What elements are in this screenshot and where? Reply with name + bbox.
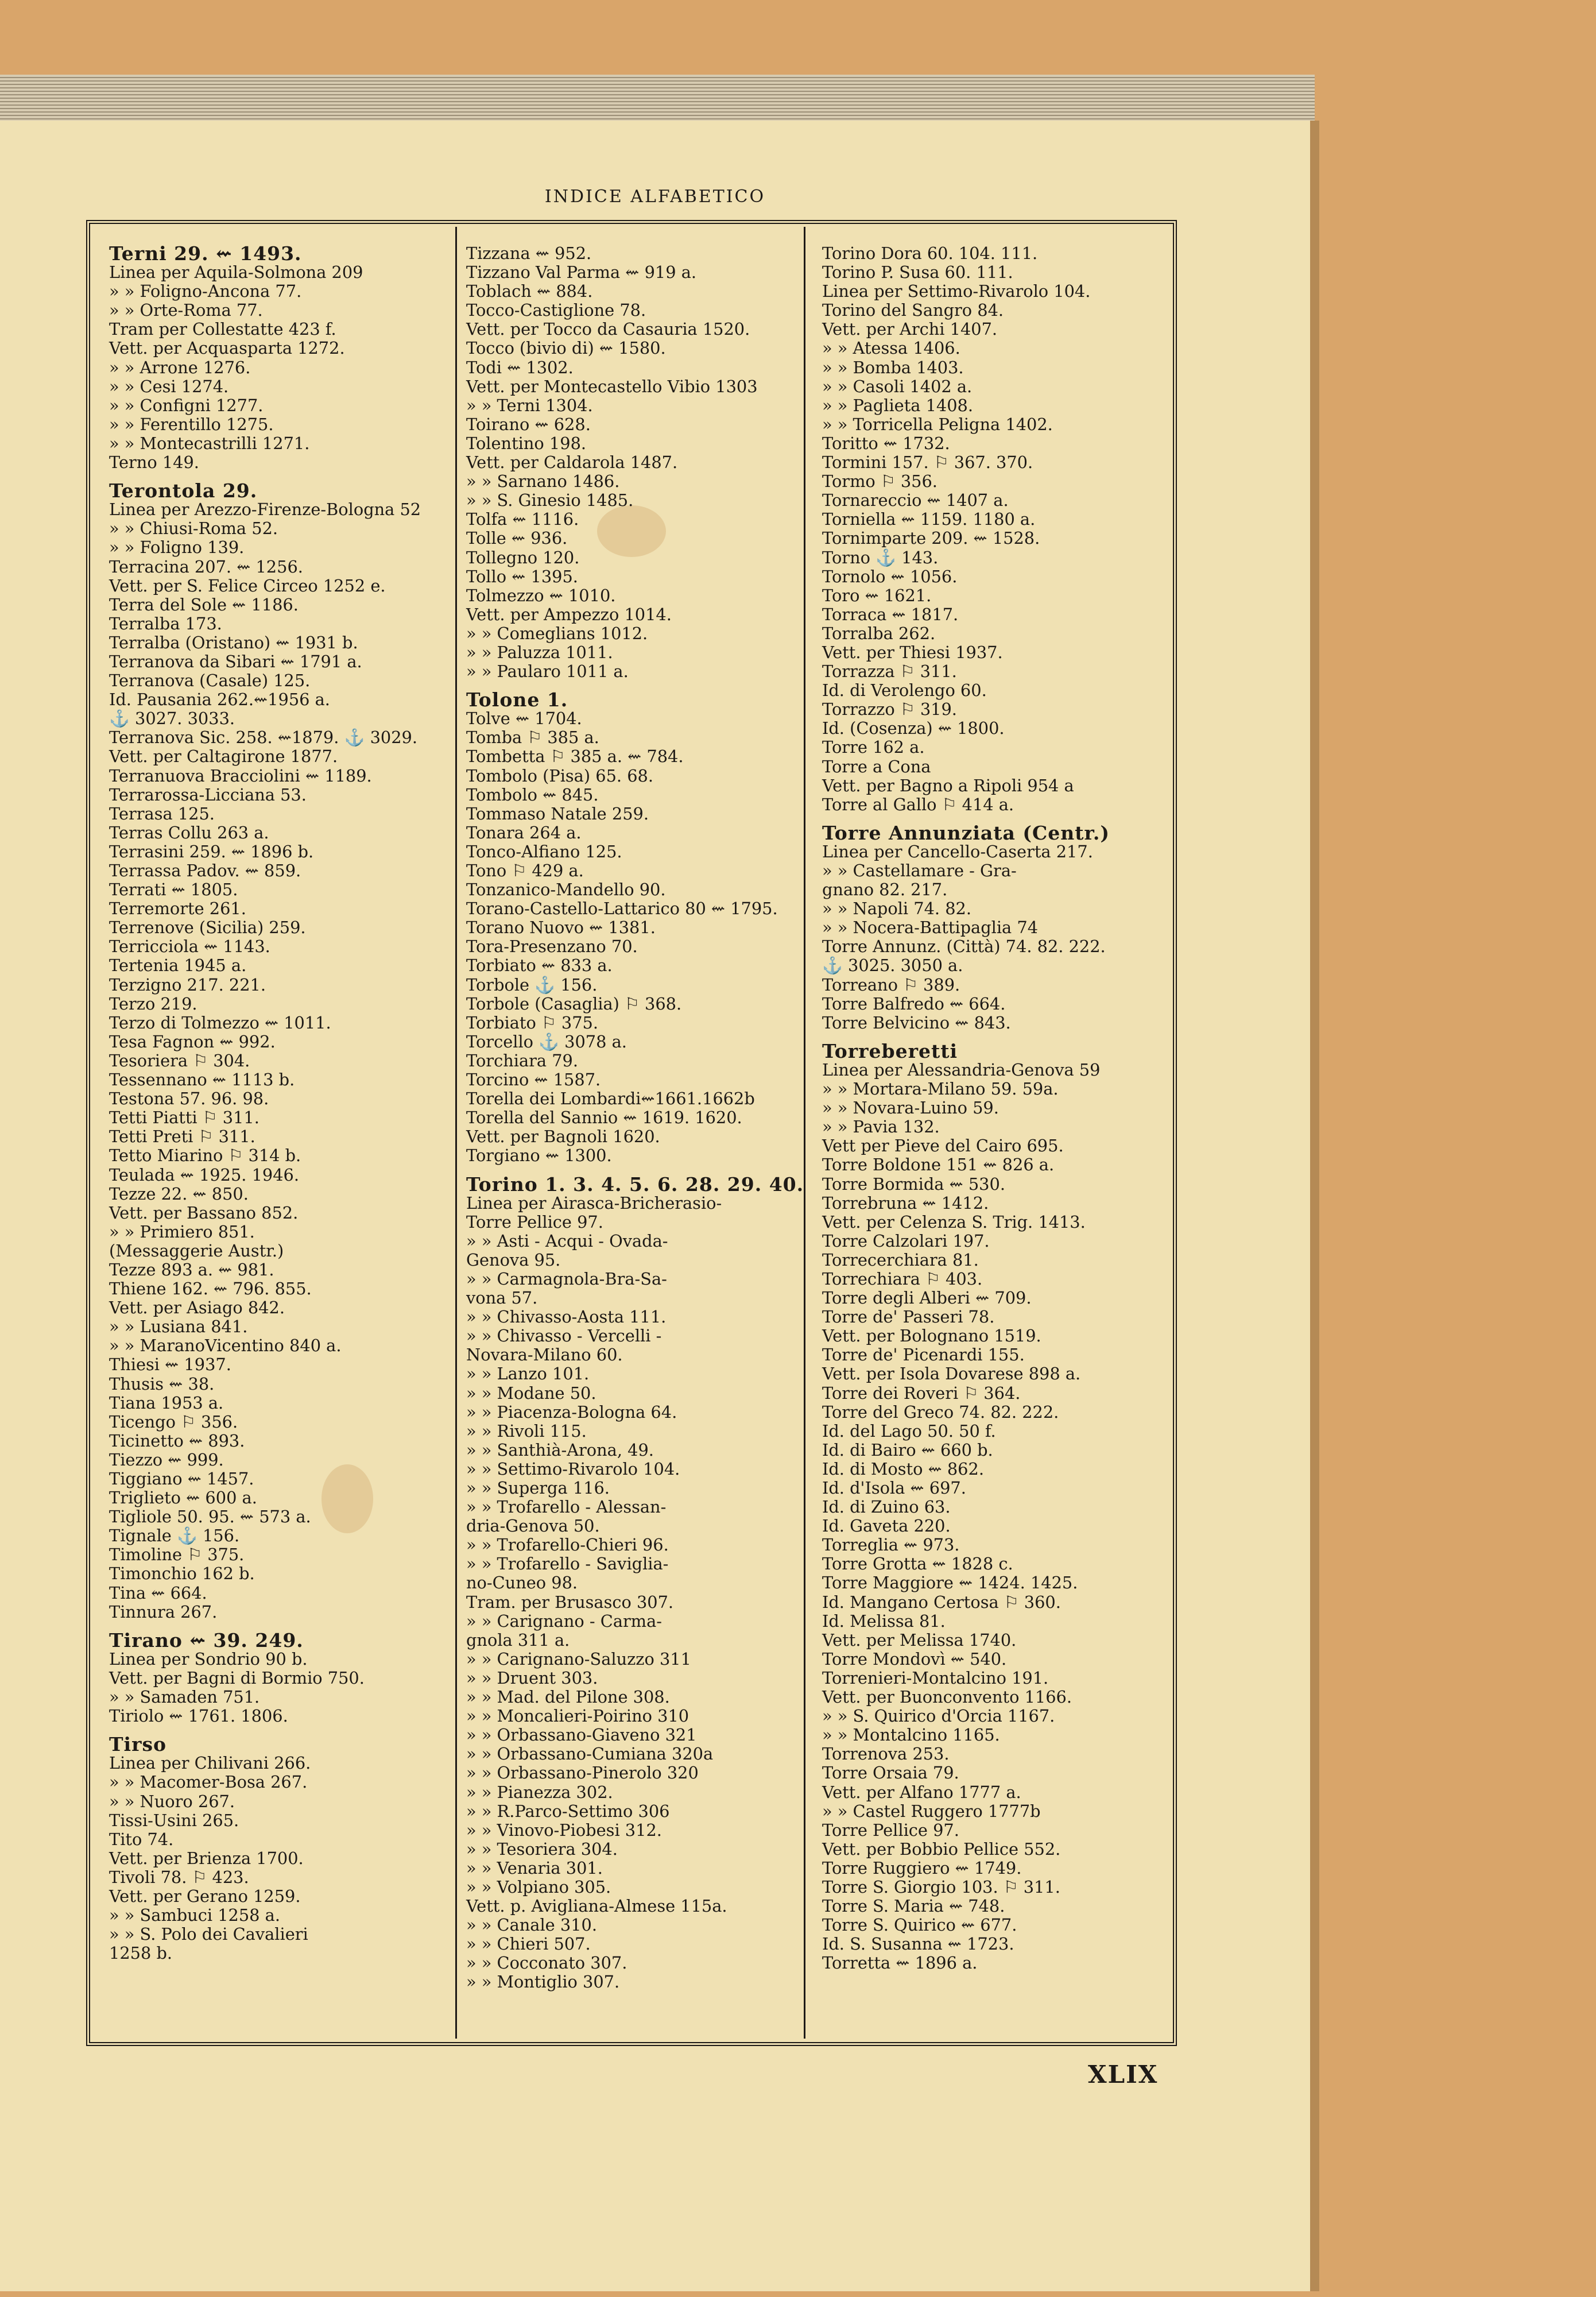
index-entry: » » Napoli 74. 82.	[822, 899, 972, 919]
index-entry: Tito 74.	[109, 1829, 174, 1849]
index-entry: Tizzano Val Parma ⇜ 919 a.	[466, 262, 697, 283]
index-entry: Timonchio 162 b.	[109, 1564, 255, 1584]
index-entry: » » Paluzza 1011.	[466, 642, 613, 662]
index-entry: Id. di Verolengo 60.	[822, 680, 987, 701]
index-entry: Torre Pellice 97.	[822, 1820, 959, 1840]
index-entry: Torre Ruggiero ⇜ 1749.	[822, 1858, 1022, 1878]
index-entry: Tiana 1953 a.	[109, 1393, 224, 1413]
index-entry: » » Samaden 751.	[109, 1687, 260, 1707]
index-heading: Tolone 1.	[466, 689, 568, 711]
index-entry: » » Tesoriera 304.	[466, 1839, 618, 1859]
index-entry: Torre 162 a.	[822, 737, 925, 757]
index-entry: ⚓ 3027. 3033.	[109, 709, 235, 729]
index-entry: » » Orbassano-Giaveno 321	[466, 1725, 697, 1745]
index-entry: no-Cuneo 98.	[466, 1573, 578, 1593]
index-entry: » » Castel Ruggero 1777b	[822, 1801, 1041, 1821]
index-entry: Torrenieri-Montalcino 191.	[822, 1668, 1049, 1688]
index-entry: » » Foligno 139.	[109, 537, 245, 558]
index-entry: Terranova Sic. 258. ⇜1879. ⚓ 3029.	[109, 728, 418, 748]
index-column-2	[466, 244, 804, 1992]
index-entry: Terracina 207. ⇜ 1256.	[109, 556, 303, 577]
index-entry: Tetti Preti ⚐ 311.	[109, 1127, 255, 1147]
index-heading: Terontola 29.	[109, 479, 258, 502]
index-entry: Torretta ⇜ 1896 a.	[822, 1953, 978, 1973]
index-entry: Thiene 162. ⇜ 796. 855.	[109, 1279, 312, 1299]
index-entry: Tornimparte 209. ⇜ 1528.	[822, 528, 1040, 548]
index-entry: » » Volpiano 305.	[466, 1877, 611, 1897]
index-entry: 1258 b.	[109, 1943, 173, 1963]
index-entry: » » Arrone 1276.	[109, 357, 251, 377]
index-entry: gnano 82. 217.	[822, 880, 948, 900]
index-entry: Tombolo ⇜ 845.	[466, 784, 599, 805]
index-entry: Linea per Alessandria-Genova 59	[822, 1059, 1101, 1080]
index-entry: » » Atessa 1406.	[822, 338, 960, 358]
index-entry: Terrati ⇜ 1805.	[109, 880, 238, 900]
index-entry: Torcino ⇜ 1587.	[466, 1070, 601, 1090]
index-entry: » » Moncalieri-Poirino 310	[466, 1706, 689, 1726]
index-entry: » » Montiglio 307.	[466, 1972, 620, 1992]
index-entry: Tivoli 78. ⚐ 423.	[109, 1867, 249, 1887]
index-entry: » » S. Polo dei Cavalieri	[109, 1924, 308, 1944]
index-entry: Id. d'Isola ⇜ 697.	[822, 1478, 966, 1498]
index-entry: » » Piacenza-Bologna 64.	[466, 1402, 677, 1422]
index-entry: Torre Grotta ⇜ 1828 c.	[822, 1554, 1013, 1574]
index-entry: Torre Pellice 97.	[466, 1212, 603, 1232]
index-entry: Torrenova 253.	[822, 1744, 950, 1764]
index-entry: » » Pianezza 302.	[466, 1782, 613, 1802]
index-entry: Torre dei Roveri ⚐ 364.	[822, 1383, 1021, 1403]
index-entry: Todi ⇜ 1302.	[466, 357, 574, 377]
index-entry: Vett. per Bobbio Pellice 552.	[822, 1839, 1061, 1859]
index-entry: Linea per Cancello-Caserta 217.	[822, 841, 1093, 861]
index-entry: Tertenia 1945 a.	[109, 956, 247, 976]
index-entry: » » Settimo-Rivarolo 104.	[466, 1459, 680, 1479]
index-entry: Vett. per Brienza 1700.	[109, 1848, 304, 1868]
index-entry: Terzo di Tolmezzo ⇜ 1011.	[109, 1012, 331, 1033]
index-entry: » » Rivoli 115.	[466, 1421, 587, 1441]
index-entry: Vett. per Gerano 1259.	[109, 1886, 301, 1906]
index-entry: Tesa Fagnon ⇜ 992.	[109, 1031, 276, 1051]
index-entry: Torreano ⚐ 389.	[822, 975, 960, 995]
index-entry: Vett. per Celenza S. Trig. 1413.	[822, 1212, 1086, 1232]
index-entry: Terras Collu 263 a.	[109, 822, 269, 842]
index-heading: Terni 29. ⇜ 1493.	[109, 242, 302, 265]
index-entry: Torre Bormida ⇜ 530.	[822, 1174, 1005, 1194]
index-entry: Terralba (Oristano) ⇜ 1931 b.	[109, 632, 358, 652]
index-entry: » » Santhià-Arona, 49.	[466, 1440, 654, 1460]
page-header: INDICE ALFABETICO	[544, 187, 766, 207]
index-entry: » » Trofarello - Savigliа-	[466, 1554, 669, 1574]
index-entry: Torano-Castello-Lattarico 80 ⇜ 1795.	[466, 899, 778, 919]
index-entry: Id. di Zuino 63.	[822, 1497, 951, 1517]
index-entry: Torella del Sannio ⇜ 1619. 1620.	[466, 1108, 742, 1128]
index-entry: Vett. p. Avigliana-Almese 115a.	[466, 1896, 727, 1916]
index-heading: Torino 1. 3. 4. 5. 6. 28. 29. 40.	[466, 1173, 804, 1196]
index-entry: Torre Calzolari 197.	[822, 1231, 990, 1251]
index-entry: Tollegno 120.	[466, 547, 580, 567]
index-entry: » » Chivasso-Aosta 111.	[466, 1307, 667, 1327]
index-entry: Tora-Presenzano 70.	[466, 937, 638, 957]
index-entry: Torbole ⚓ 156.	[466, 975, 598, 995]
index-entry: Terranuova Bracciolini ⇜ 1189.	[109, 765, 372, 786]
index-entry: Tram. per Brusasco 307.	[466, 1592, 674, 1612]
index-entry: Id. Pausania 262.⇜1956 a.	[109, 690, 330, 710]
index-entry: Torrazza ⚐ 311.	[822, 662, 957, 682]
index-entry: ⚓ 3025. 3050 a.	[822, 956, 963, 976]
index-entry: Ticengo ⚐ 356.	[109, 1412, 238, 1432]
index-entry: Tigliole 50. 95. ⇜ 573 a.	[109, 1507, 311, 1527]
index-entry: Tonzanico-Mandello 90.	[466, 880, 666, 900]
index-entry: » » Orbassano-Pinerolo 320	[466, 1763, 699, 1783]
index-entry: Id. Melissa 81.	[822, 1611, 946, 1631]
index-entry: » » Chiusi-Roma 52.	[109, 519, 278, 539]
index-entry: Id. (Cosenza) ⇜ 1800.	[822, 718, 1005, 738]
index-entry: » » Montecastrilli 1271.	[109, 433, 310, 453]
index-entry: Torraca ⇜ 1817.	[822, 604, 959, 624]
index-entry: Terra del Sole ⇜ 1186.	[109, 594, 299, 614]
index-entry: Torniella ⇜ 1159. 1180 a.	[822, 509, 1036, 529]
index-entry: » » R.Parco-Settimo 306	[466, 1801, 670, 1821]
index-entry: » » Novara-Luino 59.	[822, 1098, 999, 1118]
index-entry: » » Carmagnola-Bra-Sa-	[466, 1269, 667, 1289]
index-entry: vona 57.	[466, 1288, 538, 1308]
index-entry: Tessennano ⇜ 1113 b.	[109, 1070, 295, 1090]
index-entry: Torchiara 79.	[466, 1050, 579, 1070]
index-entry: Torella dei Lombardi⇜1661.1662b	[466, 1089, 755, 1109]
index-entry: Terranova (Casale) 125.	[109, 671, 311, 691]
index-entry: Tetti Piatti ⚐ 311.	[109, 1108, 259, 1128]
index-entry: Tocco (bivio di) ⇜ 1580.	[466, 338, 666, 358]
index-entry: Tezze 22. ⇜ 850.	[109, 1184, 249, 1204]
index-entry: Linea per Sondrio 90 b.	[109, 1649, 308, 1669]
index-entry: Tetto Miarino ⚐ 314 b.	[109, 1146, 301, 1166]
index-entry: Tignale ⚓ 156.	[109, 1526, 240, 1546]
index-entry: Terranova da Sibari ⇜ 1791 a.	[109, 651, 362, 671]
index-entry: Torreglia ⇜ 973.	[822, 1535, 960, 1555]
index-entry: Tolmezzo ⇜ 1010.	[466, 585, 616, 605]
index-entry: Vett. per Bassano 852.	[109, 1202, 299, 1223]
index-entry: Linea per Chilivani 266.	[109, 1753, 311, 1773]
page-number: XLIX	[1088, 2060, 1159, 2089]
index-entry: Vett. per Thiesi 1937.	[822, 642, 1003, 662]
index-entry: Torre S. Quirico ⇜ 677.	[822, 1915, 1017, 1935]
index-heading: Tirano ⇜ 39. 249.	[109, 1629, 304, 1652]
index-entry: Torano Nuovo ⇜ 1381.	[466, 918, 656, 938]
index-entry: Linea per Settimo-Rivarolo 104.	[822, 281, 1091, 301]
index-entry: » » Lanzo 101.	[466, 1364, 590, 1384]
index-entry: Tesoriera ⚐ 304.	[109, 1050, 250, 1070]
index-entry: Linea per Airasca-Bricherasio-	[466, 1193, 722, 1213]
index-entry: Terrasa 125.	[109, 803, 215, 823]
index-entry: » » Trofarello-Chieri 96.	[466, 1535, 669, 1555]
index-entry: » » Carignano - Carma-	[466, 1611, 662, 1631]
index-entry: Tina ⇜ 664.	[109, 1583, 207, 1603]
index-entry: » » S. Ginesio 1485.	[466, 490, 634, 511]
index-entry: Tizzana ⇜ 952.	[466, 243, 592, 263]
index-entry: Torrebruna ⇜ 1412.	[822, 1193, 989, 1213]
index-entry: Toblach ⇜ 884.	[466, 281, 593, 301]
index-entry: » » Sambuci 1258 a.	[109, 1905, 280, 1925]
index-entry: Torino P. Susa 60. 111.	[822, 262, 1013, 283]
index-entry: Tornolo ⇜ 1056.	[822, 566, 958, 586]
index-entry: » » Paularo 1011 a.	[466, 662, 629, 682]
index-entry: Thiesi ⇜ 1937.	[109, 1355, 231, 1375]
index-column-3	[822, 244, 1110, 1973]
index-entry: Vett per Pieve del Cairo 695.	[822, 1136, 1064, 1156]
index-entry: » » Superga 116.	[466, 1478, 610, 1498]
index-entry: Tolve ⇜ 1704.	[466, 709, 582, 729]
index-entry: » » Cesi 1274.	[109, 376, 229, 396]
index-entry: Genova 95.	[466, 1250, 561, 1270]
index-entry: » » Ferentillo 1275.	[109, 414, 274, 434]
index-entry: Torre Mondovì ⇜ 540.	[822, 1649, 1007, 1669]
index-entry: Torbole (Casaglia) ⚐ 368.	[466, 993, 682, 1014]
index-entry: » » Lusiana 841.	[109, 1317, 248, 1337]
index-entry: Tezze 893 a. ⇜ 981.	[109, 1259, 274, 1279]
index-entry: Vett. per Caltagirone 1877.	[109, 747, 338, 767]
index-entry: Tonco-Alfiano 125.	[466, 841, 622, 861]
index-entry: Torre S. Maria ⇜ 748.	[822, 1896, 1005, 1916]
index-entry: » » Canale 310.	[466, 1915, 597, 1935]
index-entry: Teulada ⇜ 1925. 1946.	[109, 1165, 300, 1185]
index-entry: Vett. per Archi 1407.	[822, 319, 998, 339]
index-entry: Tinnura 267.	[109, 1602, 218, 1622]
index-entry: (Messaggerie Austr.)	[109, 1240, 284, 1260]
index-entry: Terrarossa-Licciana 53.	[109, 784, 307, 805]
index-entry: » » Cocconato 307.	[466, 1953, 627, 1973]
index-entry: Tornareccio ⇜ 1407 a.	[822, 490, 1009, 511]
index-entry: Torralba 262.	[822, 623, 936, 643]
index-entry: dria-Genova 50.	[466, 1516, 600, 1536]
index-entry: Id. Mangano Certosa ⚐ 360.	[822, 1592, 1061, 1612]
index-entry: » » Mad. del Pilone 308.	[466, 1687, 670, 1707]
index-entry: Tollo ⇜ 1395.	[466, 566, 578, 586]
index-entry: Tonara 264 a.	[466, 822, 582, 842]
index-entry: Tiggiano ⇜ 1457.	[109, 1469, 254, 1488]
index-entry: Tolentino 198.	[466, 433, 587, 453]
index-entry: Id. del Lago 50. 50 f.	[822, 1421, 996, 1441]
index-entry: Terralba 173.	[109, 613, 222, 633]
index-entry: » » Montalcino 1165.	[822, 1725, 1000, 1745]
index-entry: Torgiano ⇜ 1300.	[466, 1146, 612, 1166]
index-entry: » » Nuoro 267.	[109, 1791, 235, 1811]
index-entry: Vett. per S. Felice Circeo 1252 e.	[109, 575, 386, 595]
index-entry: Toritto ⇜ 1732.	[822, 433, 950, 453]
index-entry: Tombetta ⚐ 385 a. ⇜ 784.	[466, 747, 684, 767]
index-entry: Torre Annunz. (Città) 74. 82. 222.	[822, 937, 1106, 957]
index-entry: Torre Orsaia 79.	[822, 1763, 959, 1783]
index-entry: » » Vinovo-Piobesi 312.	[466, 1820, 662, 1840]
index-entry: Tram per Collestatte 423 f.	[109, 319, 336, 339]
index-entry: » » Configni 1277.	[109, 395, 264, 415]
index-entry: Terno 149.	[109, 453, 199, 473]
index-entry: Tono ⚐ 429 a.	[466, 861, 584, 880]
index-entry: » » Nocera-Battipaglia 74	[822, 918, 1039, 938]
index-entry: Torre de' Passeri 78.	[822, 1307, 995, 1327]
index-entry: Vett. per Alfano 1777 a.	[822, 1782, 1021, 1802]
index-entry: Vett. per Bagnoli 1620.	[466, 1127, 660, 1147]
index-entry: » » Chivasso - Vercelli -	[466, 1326, 662, 1346]
index-entry: Torino del Sangro 84.	[822, 300, 1004, 320]
index-heading: Torreberetti	[822, 1039, 958, 1062]
index-entry: Tomba ⚐ 385 a.	[466, 728, 599, 748]
index-entry: Toirano ⇜ 628.	[466, 414, 591, 434]
index-entry: » » Comeglians 1012.	[466, 623, 648, 643]
index-entry: » » Foligno-Ancona 77.	[109, 281, 302, 301]
index-entry: Torrechiara ⚐ 403.	[822, 1269, 983, 1289]
index-entry: Vett. per Montecastello Vibio 1303	[466, 376, 758, 396]
index-entry: Terzo 219.	[109, 993, 197, 1014]
index-entry: Id. di Bairo ⇜ 660 b.	[822, 1440, 993, 1460]
index-entry: Torre del Greco 74. 82. 222.	[822, 1402, 1059, 1422]
index-entry: Vett. per Bolognano 1519.	[822, 1326, 1041, 1346]
index-heading: Torre Annunziata (Centr.)	[822, 821, 1110, 844]
index-entry: Id. di Mosto ⇜ 862.	[822, 1459, 984, 1479]
index-entry: Tormo ⚐ 356.	[822, 471, 938, 492]
index-entry: Tiriolo ⇜ 1761. 1806.	[109, 1706, 288, 1726]
index-entry: Ticinetto ⇜ 893.	[109, 1430, 245, 1451]
index-entry: » » Druent 303.	[466, 1668, 598, 1688]
index-entry: Torre Boldone 151 ⇜ 826 a.	[822, 1155, 1055, 1175]
index-entry: » » Primiero 851.	[109, 1221, 255, 1242]
index-entry: » » Bomba 1403.	[822, 357, 964, 377]
index-entry: » » Venaria 301.	[466, 1858, 603, 1878]
index-entry: Torrecerchiara 81.	[822, 1250, 979, 1270]
index-entry: Torno ⚓ 143.	[822, 547, 939, 567]
index-entry: Tocco-Castiglione 78.	[466, 300, 646, 320]
index-entry: » » Sarnano 1486.	[466, 471, 620, 492]
index-entry: Torre degli Alberi ⇜ 709.	[822, 1288, 1032, 1308]
index-entry: Tiezzo ⇜ 999.	[109, 1449, 224, 1470]
index-entry: Torbiato ⚐ 375.	[466, 1012, 599, 1033]
index-entry: » » Orte-Roma 77.	[109, 300, 263, 320]
index-entry: gnola 311 a.	[466, 1630, 570, 1650]
index-entry: Timoline ⚐ 375.	[109, 1545, 245, 1565]
index-entry: Torre Maggiore ⇜ 1424. 1425.	[822, 1573, 1078, 1593]
index-entry: Tolfa ⇜ 1116.	[466, 509, 579, 529]
index-entry: Terricciola ⇜ 1143.	[109, 937, 270, 957]
index-entry: » » Pavia 132.	[822, 1117, 940, 1137]
index-entry: » » S. Quirico d'Orcia 1167.	[822, 1706, 1055, 1726]
index-entry: Linea per Arezzo-Firenze-Bologna 52	[109, 500, 421, 520]
index-column-1	[109, 244, 421, 1963]
index-entry: Id. S. Susanna ⇜ 1723.	[822, 1934, 1014, 1954]
index-entry: » » Mortara-Milano 59. 59a.	[822, 1079, 1059, 1099]
index-entry: Tormini 157. ⚐ 367. 370.	[822, 453, 1033, 473]
index-entry: Tommaso Natale 259.	[466, 803, 649, 823]
index-entry: Torre al Gallo ⚐ 414 a.	[822, 794, 1014, 814]
index-entry: Tolle ⇜ 936.	[466, 528, 568, 548]
index-entry: Vett. per Bagni di Bormio 750.	[109, 1668, 365, 1688]
index-entry: » » Torricella Peligna 1402.	[822, 414, 1053, 434]
index-entry: » » Orbassano-Cumiana 320a	[466, 1744, 714, 1764]
index-entry: » » Casoli 1402 a.	[822, 376, 973, 396]
index-entry: » » Carignano-Saluzzo 311	[466, 1649, 691, 1669]
index-entry: » » Modane 50.	[466, 1383, 596, 1403]
index-entry: Torre Belvicino ⇜ 843.	[822, 1012, 1011, 1033]
index-entry: » » Castellamare - Gra-	[822, 861, 1017, 880]
index-entry: Novara-Milano 60.	[466, 1345, 623, 1365]
index-entry: » » Paglieta 1408.	[822, 395, 974, 415]
index-entry: Torre a Cona	[822, 756, 931, 776]
index-entry: Vett. per Caldarola 1487.	[466, 453, 678, 473]
index-entry: Vett. per Ampezzo 1014.	[466, 604, 672, 624]
index-entry: Vett. per Isola Dovarese 898 a.	[822, 1364, 1081, 1384]
index-entry: Torre de' Picenardi 155.	[822, 1345, 1025, 1365]
index-entry: Vett. per Acquasparta 1272.	[109, 338, 345, 358]
column-divider	[804, 227, 805, 2039]
index-entry: Torcello ⚓ 3078 a.	[466, 1031, 627, 1051]
index-entry: Torre Balfredo ⇜ 664.	[822, 993, 1006, 1014]
index-entry: Triglieto ⇜ 600 a.	[109, 1488, 257, 1508]
index-entry: Terzigno 217. 221.	[109, 975, 266, 995]
index-entry: Tombolo (Pisa) 65. 68.	[466, 765, 653, 786]
index-entry: Terremorte 261.	[109, 899, 246, 919]
index-entry: » » Trofarello - Alessan-	[466, 1497, 667, 1517]
index-entry: Vett. per Asiago 842.	[109, 1298, 285, 1318]
index-entry: Torre S. Giorgio 103. ⚐ 311.	[822, 1877, 1060, 1897]
index-entry: Id. Gaveta 220.	[822, 1516, 951, 1536]
index-entry: Thusis ⇜ 38.	[109, 1374, 215, 1394]
index-entry: Tissi-Usini 265.	[109, 1810, 239, 1830]
index-entry: » » Terni 1304.	[466, 395, 593, 415]
index-entry: Torrazzo ⚐ 319.	[822, 699, 957, 720]
index-heading: Tirso	[109, 1733, 167, 1756]
index-entry: Testona 57. 96. 98.	[109, 1089, 269, 1109]
index-entry: Terrasini 259. ⇜ 1896 b.	[109, 841, 314, 861]
index-entry: » » MaranoVicentino 840 a.	[109, 1336, 342, 1356]
index-entry: Vett. per Melissa 1740.	[822, 1630, 1017, 1650]
index-entry: » » Chieri 507.	[466, 1934, 591, 1954]
index-entry: Terrassa Padov. ⇜ 859.	[109, 861, 301, 880]
index-entry: Vett. per Buonconvento 1166.	[822, 1687, 1072, 1707]
index-entry: Torbiato ⇜ 833 a.	[466, 956, 613, 976]
column-divider	[455, 227, 457, 2039]
page-edge	[1310, 121, 1319, 2291]
index-entry: Vett. per Bagno a Ripoli 954 a	[822, 775, 1074, 795]
index-entry: Toro ⇜ 1621.	[822, 585, 932, 605]
index-entry: Torino Dora 60. 104. 111.	[822, 243, 1038, 263]
index-entry: » » Asti - Acqui - Ovada-	[466, 1231, 668, 1251]
index-entry: Linea per Aquila-Solmona 209	[109, 262, 363, 283]
index-entry: Terrenove (Sicilia) 259.	[109, 918, 306, 938]
index-entry: » » Macomer-Bosa 267.	[109, 1772, 308, 1792]
index-entry: Vett. per Tocco da Casauria 1520.	[466, 319, 750, 339]
